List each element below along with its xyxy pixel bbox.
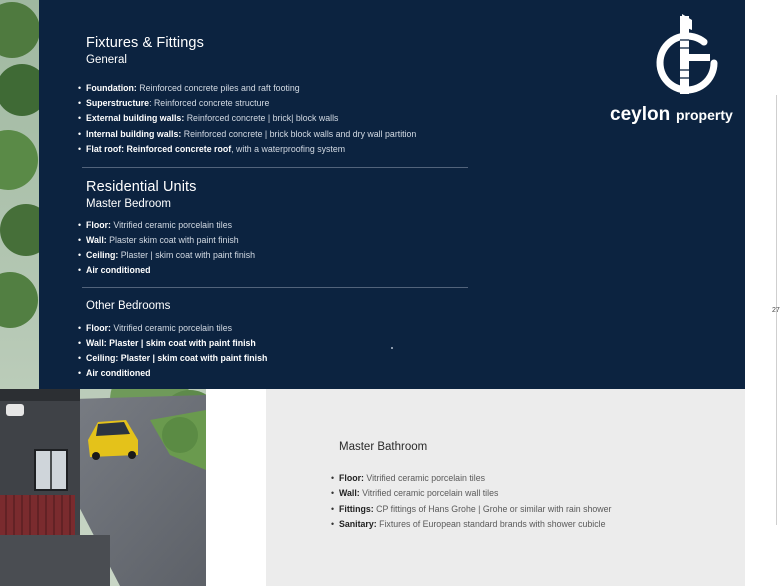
list-item: • Foundation: Reinforced concrete piles and raft footing [78, 81, 416, 96]
list-item: • Floor: Vitrified ceramic porcelain tiles [78, 218, 255, 233]
section-subtitle-general: General [86, 54, 127, 66]
divider [82, 167, 468, 168]
master-bedroom-spec-list [78, 218, 255, 278]
list-item: • Air conditioned [78, 263, 255, 278]
divider [82, 287, 468, 288]
list-item: • Air conditioned [78, 366, 267, 381]
page-margin [745, 0, 783, 586]
general-spec-list [78, 81, 416, 157]
ceylon-property-logo [606, 10, 748, 130]
list-item: • Ceiling: Plaster | skim coat with paint finish [78, 248, 255, 263]
stray-mark [391, 347, 393, 349]
section-subtitle-master-bedroom: Master Bedroom [86, 198, 172, 210]
section-title-fixtures: Fixtures & Fittings [86, 35, 204, 51]
list-item: • Ceiling: Plaster | skim coat with paint finish [78, 351, 267, 366]
list-item: • Floor: Vitrified ceramic porcelain tiles [331, 471, 611, 486]
section-subtitle-master-bathroom: Master Bathroom [339, 441, 428, 453]
section-title-residential: Residential Units [86, 179, 197, 195]
list-item: • Flat roof: Reinforced concrete roof, with a waterproofing system [78, 142, 416, 157]
list-item: • Wall: Vitrified ceramic porcelain wall tiles [331, 486, 611, 501]
logo-text-ceylon: ceylon [610, 104, 671, 125]
list-item: • Wall: Plaster skim coat with paint finish [78, 233, 255, 248]
list-item: • Superstructure: Reinforced concrete structure [78, 96, 416, 111]
section-subtitle-other-bedrooms: Other Bedrooms [86, 300, 171, 312]
list-item: • Floor: Vitrified ceramic porcelain tiles [78, 321, 267, 336]
list-item: • Fittings: CP fittings of Hans Grohe | Grohe or similar with rain shower [331, 502, 611, 517]
other-bedrooms-spec-list [78, 321, 267, 381]
master-bathroom-spec-list [331, 471, 611, 532]
logo-text-property: property [676, 107, 733, 123]
list-item: • Sanitary: Fixtures of European standard brands with shower cubicle [331, 517, 611, 532]
list-item: • External building walls: Reinforced concrete | brick| block walls [78, 111, 416, 126]
list-item: • Wall: Plaster | skim coat with paint finish [78, 336, 267, 351]
page-number: 27 [772, 307, 780, 314]
list-item: • Internal building walls: Reinforced concrete | brick block walls and dry wall partition [78, 127, 416, 142]
